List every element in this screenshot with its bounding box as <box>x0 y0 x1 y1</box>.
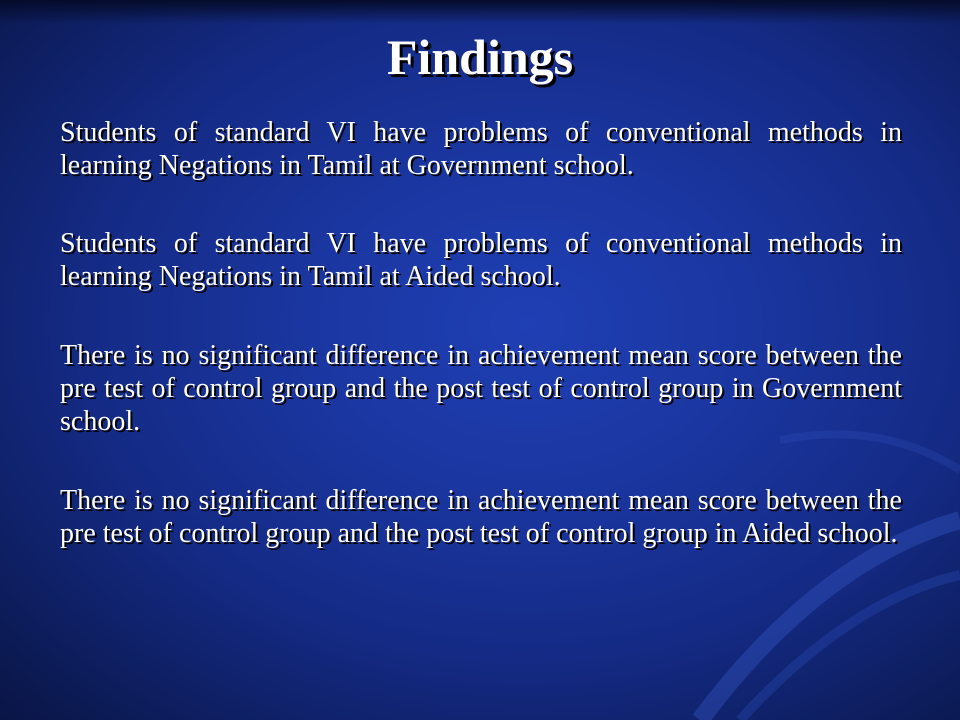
slide-body <box>60 116 902 550</box>
finding-paragraph-3: There is no significant difference in achievement mean score between the pre test of control group and the post test of control group in Government school. <box>60 340 902 437</box>
slide-title: Findings <box>386 29 574 85</box>
finding-paragraph-2: Students of standard VI have problems of conventional methods in learning Negations in Tamil at Aided school. <box>60 228 902 292</box>
finding-paragraph-1: Students of standard VI have problems of conventional methods in learning Negations in Tamil at Government school. <box>60 117 902 181</box>
finding-paragraph-4: There is no significant difference in achievement mean score between the pre test of control group and the post test of control group in Aided school. <box>60 485 902 549</box>
